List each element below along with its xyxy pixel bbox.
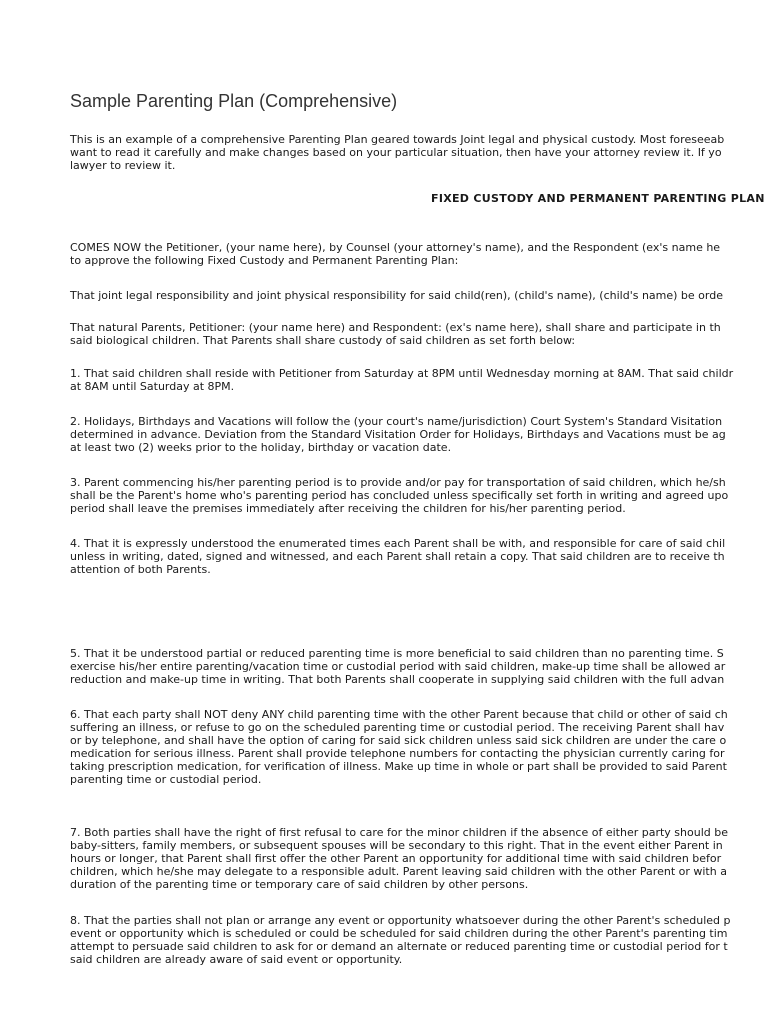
text-line: period shall leave the premises immediately after receiving the children for his/her parenting period.: [70, 502, 626, 515]
paragraph-2: [70, 415, 726, 454]
text-line: children, which he/she may delegate to a responsible adult. Parent leaving said children with the other Parent or with a: [70, 865, 727, 878]
text-line: or by telephone, and shall have the option of caring for said sick children unless said sick children are under the care o: [70, 734, 727, 747]
text-line: parenting time or custodial period.: [70, 773, 262, 786]
paragraph-6: [70, 708, 728, 786]
text-line: baby-sitters, family members, or subsequent spouses will be secondary to this right. That in the event either Parent in: [70, 839, 723, 852]
paragraph-1: [70, 367, 733, 393]
comes-now-paragraph: [70, 241, 720, 267]
text-line: attempt to persuade said children to ask for or demand an alternate or reduced parenting time or custodial period for t: [70, 940, 728, 953]
text-line: at least two (2) weeks prior to the holiday, birthday or vacation date.: [70, 441, 452, 454]
paragraph-4: [70, 537, 725, 576]
paragraph-3: [70, 476, 728, 515]
text-line: COMES NOW the Petitioner, (your name here), by Counsel (your attorney's name), and the Respondent (ex's name he: [70, 241, 721, 254]
text-line: exercise his/her entire parenting/vacation time or custodial period with said children, make-up time shall be allowed ar: [70, 660, 726, 673]
text-line: 2. Holidays, Birthdays and Vacations will follow the (your court's name/jurisdiction) Court System's Standard Visitation: [70, 415, 723, 428]
text-line: 7. Both parties shall have the right of first refusal to care for the minor children if the absence of either party should be: [70, 826, 728, 839]
text-line: That joint legal responsibility and joint physical responsibility for said child(ren), (child's name), (child's name) be orde: [70, 289, 723, 302]
text-line: duration of the parenting time or temporary care of said children by other persons.: [70, 878, 529, 891]
paragraph-5: [70, 647, 725, 686]
text-line: This is an example of a comprehensive Parenting Plan geared towards Joint legal and physical custody. Most foreseeab: [70, 133, 725, 146]
text-line: lawyer to review it.: [70, 159, 176, 172]
plan-heading: FIXED CUSTODY AND PERMANENT PARENTING PLAN: [431, 192, 765, 205]
text-line: determined in advance. Deviation from the Standard Visitation Order for Holidays, Birthdays and Vacations must be ag: [70, 428, 726, 441]
text-line: hours or longer, that Parent shall first offer the other Parent an opportunity for additional time with said children befor: [70, 852, 722, 865]
paragraph-7: [70, 826, 728, 891]
text-line: want to read it carefully and make changes based on your particular situation, then have your attorney review it. If yo: [70, 146, 722, 159]
text-line: That natural Parents, Petitioner: (your name here) and Respondent: (ex's name here), shall share and participate in th: [70, 321, 721, 334]
text-line: medication for serious illness. Parent shall provide telephone numbers for contacting the physician currently caring for: [70, 747, 725, 760]
text-line: attention of both Parents.: [70, 563, 211, 576]
intro-paragraph: [70, 133, 724, 172]
text-line: event or opportunity which is scheduled or could be scheduled for said children during the other Parent's parenting tim: [70, 927, 728, 940]
text-line: shall be the Parent's home who's parenting period has concluded unless specifically set forth in writing and agreed upo: [70, 489, 729, 502]
text-line: 3. Parent commencing his/her parenting period is to provide and/or pay for transportation of said children, which he/sh: [70, 476, 726, 489]
text-line: suffering an illness, or refuse to go on the scheduled parenting time or custodial period. The receiving Parent shall hav: [70, 721, 725, 734]
text-line: 6. That each party shall NOT deny ANY child parenting time with the other Parent because that child or other of said ch: [70, 708, 728, 721]
natural-parents-paragraph: [70, 321, 721, 347]
text-line: at 8AM until Saturday at 8PM.: [70, 380, 235, 393]
text-line: 8. That the parties shall not plan or arrange any event or opportunity whatsoever during the other Parent's scheduled p: [70, 914, 731, 927]
text-line: to approve the following Fixed Custody and Permanent Parenting Plan:: [70, 254, 459, 267]
joint-responsibility-paragraph: [70, 289, 723, 302]
text-line: 4. That it is expressly understood the enumerated times each Parent shall be with, and responsible for care of said chil: [70, 537, 726, 550]
text-line: 5. That it be understood partial or reduced parenting time is more beneficial to said children than no parenting time. S: [70, 647, 724, 660]
text-line: said biological children. That Parents shall share custody of said children as set forth below:: [70, 334, 576, 347]
text-line: taking prescription medication, for verification of illness. Make up time in whole or part shall be provided to said Parent: [70, 760, 727, 773]
text-line: unless in writing, dated, signed and witnessed, and each Parent shall retain a copy. That said children are to receive th: [70, 550, 725, 563]
paragraph-8: [70, 914, 730, 966]
text-line: said children are already aware of said event or opportunity.: [70, 953, 403, 966]
text-line: reduction and make-up time in writing. That both Parents shall cooperate in supplying said children with the full advan: [70, 673, 725, 686]
text-line: 1. That said children shall reside with Petitioner from Saturday at 8PM until Wednesday morning at 8AM. That said childr: [70, 367, 734, 380]
document-title: Sample Parenting Plan (Comprehensive): [70, 91, 398, 111]
